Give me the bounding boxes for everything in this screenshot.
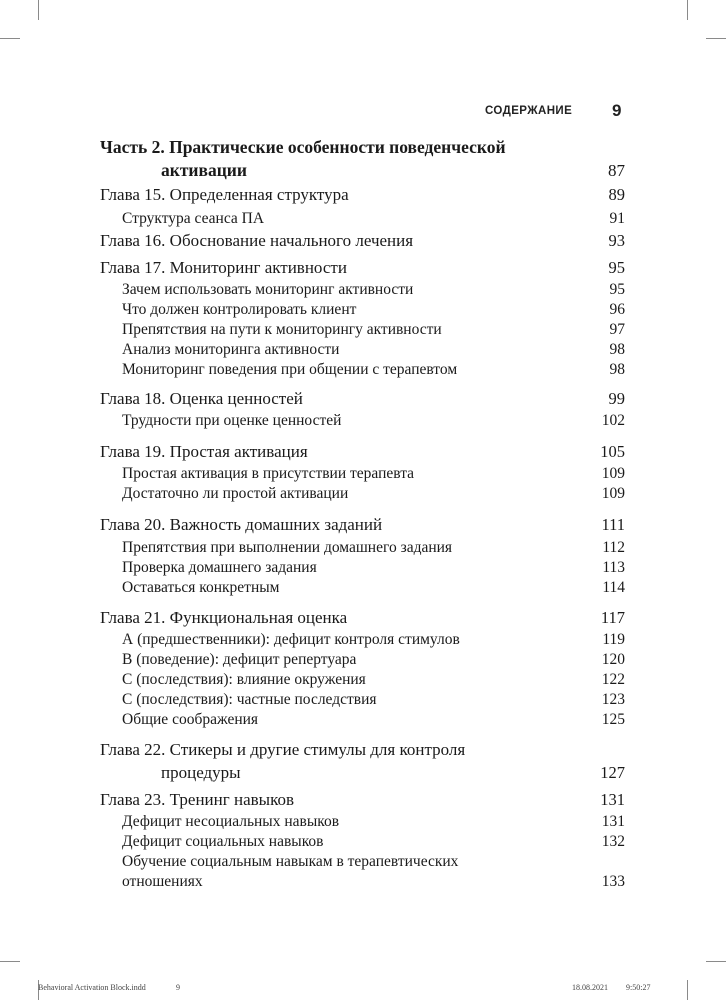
crop-mark	[0, 38, 20, 39]
toc-page-number: 114	[602, 579, 625, 596]
footer-time: 9:50:27	[626, 983, 651, 992]
footer-date: 18.08.2021	[572, 983, 608, 992]
toc-page-number: 132	[601, 833, 625, 850]
toc-title-line: Общие соображения	[122, 711, 259, 728]
toc-entry-title	[100, 788, 520, 811]
toc-title-line: Глава 19. Простая активация	[100, 442, 308, 461]
toc-entry-title	[100, 136, 520, 182]
crop-mark	[38, 0, 39, 20]
toc-page-number: 93	[608, 231, 625, 250]
toc-page-number: 117	[600, 608, 625, 627]
toc-page-number: 98	[609, 361, 625, 378]
toc-page-number: 112	[602, 539, 625, 556]
toc-title-line: Глава 22. Стикеры и другие стимулы для контроля	[100, 740, 466, 759]
toc-entry-title	[122, 280, 542, 300]
toc-page-number: 122	[601, 671, 625, 688]
running-head: СОДЕРЖАНИЕ	[485, 105, 573, 117]
toc-title-line: Проверка домашнего задания	[122, 559, 317, 576]
toc-title-line: Глава 16. Обоснование начального лечения	[100, 231, 414, 250]
toc-entry-title	[122, 320, 542, 340]
toc-entry-title	[122, 360, 542, 380]
toc-title-line: Глава 23. Тренинг навыков	[100, 790, 294, 809]
toc-page-number: 127	[600, 763, 625, 782]
toc-entry-title	[122, 300, 542, 320]
crop-mark	[706, 961, 726, 962]
toc-entry-title	[122, 340, 542, 360]
toc-title-line: Препятствия на пути к мониторингу активности	[122, 321, 442, 338]
toc-title-line: процедуры	[161, 763, 241, 782]
toc-entry-title	[100, 256, 520, 279]
toc-title-line: Что должен контролировать клиент	[122, 301, 357, 318]
toc-title-line: Глава 18. Оценка ценностей	[100, 389, 303, 408]
toc-title-line: С (последствия): частные последствия	[122, 691, 377, 708]
toc-page-number: 95	[609, 281, 625, 298]
toc-title-line: Дефицит социальных навыков	[122, 833, 324, 850]
toc-page-number: 133	[601, 872, 625, 890]
toc-page-number: 119	[602, 631, 625, 648]
toc-page-number: 120	[601, 651, 625, 668]
toc-page-number: 99	[608, 389, 625, 408]
toc-entry-title	[100, 387, 520, 410]
toc-title-line: Зачем использовать мониторинг активности	[122, 281, 414, 298]
crop-mark	[706, 38, 726, 39]
toc-page-number: 87	[608, 161, 625, 180]
toc-page-number: 111	[601, 515, 625, 534]
crop-mark	[687, 0, 688, 20]
toc-title-line: Простая активация в присутствии терапевта	[122, 465, 415, 482]
toc-title-line: Глава 17. Мониторинг активности	[100, 258, 347, 277]
toc-title-line: А (предшественники): дефицит контроля стимулов	[122, 631, 460, 648]
toc-entry-title	[100, 183, 520, 206]
toc-page-number: 109	[601, 465, 625, 482]
toc-page-number: 95	[608, 258, 625, 277]
footer-file-page: 9	[176, 983, 180, 992]
toc-page-number: 131	[601, 813, 625, 830]
toc-title-line: Мониторинг поведения при общении с терапевтом	[122, 361, 458, 378]
toc-page-number: 96	[609, 301, 625, 318]
toc-entry-title	[100, 229, 520, 252]
toc-page-number: 131	[600, 790, 625, 809]
toc-entry-title	[122, 832, 542, 852]
toc-page-number: 105	[600, 442, 625, 461]
toc-entry-title	[100, 440, 520, 463]
toc-entry-title	[122, 558, 542, 578]
crop-mark	[0, 961, 20, 962]
toc-title-line: Структура сеанса ПА	[122, 210, 265, 227]
toc-title-line: Часть 2. Практические особенности поведенческой	[100, 137, 506, 157]
toc-page-number: 89	[608, 185, 625, 204]
toc-entry-title	[122, 710, 542, 730]
toc-page-number: 91	[609, 210, 625, 227]
toc-title-line: Препятствия при выполнении домашнего задания	[122, 539, 453, 556]
toc-title-line: Трудности при оценке ценностей	[122, 412, 342, 429]
toc-title-line: В (поведение): дефицит репертуара	[122, 651, 357, 668]
toc-entry-title	[100, 606, 520, 629]
toc-title-line: Дефицит несоциальных навыков	[122, 813, 340, 830]
toc-entry-title	[122, 630, 542, 650]
toc-page-number: 97	[609, 321, 625, 338]
toc-entry-title	[122, 538, 542, 558]
toc-title-line: С (последствия): влияние окружения	[122, 671, 366, 688]
toc-title-line: Анализ мониторинга активности	[122, 341, 340, 358]
toc-entry-title	[122, 209, 542, 229]
page-number: 9	[612, 101, 622, 120]
toc-page-number: 123	[601, 691, 625, 708]
toc-title-line: Глава 15. Определенная структура	[100, 185, 349, 204]
toc-page-number: 109	[601, 485, 625, 502]
toc-page-number: 113	[602, 559, 625, 576]
footer-slug	[38, 983, 688, 995]
toc-title-line: активации	[161, 160, 247, 180]
toc-title-line: Оставаться конкретным	[122, 579, 280, 596]
toc-title-line: Достаточно ли простой активации	[122, 485, 349, 502]
toc-entry-title	[122, 411, 542, 431]
toc-page-number: 102	[601, 412, 625, 429]
toc-title-line: Глава 20. Важность домашних заданий	[100, 515, 383, 534]
toc-entry-title	[122, 484, 542, 504]
toc-title-line: отношениях	[122, 872, 203, 890]
toc-entry-title	[122, 464, 542, 484]
toc-entry-title	[122, 812, 542, 832]
toc-entry-title	[122, 690, 542, 710]
toc-title-line: Глава 21. Функциональная оценка	[100, 608, 348, 627]
toc-page-number: 98	[609, 341, 625, 358]
footer-file-name: Behavioral Activation Block.indd	[38, 983, 146, 992]
toc-entry-title	[122, 670, 542, 690]
toc-entry-title	[122, 650, 542, 670]
toc-entry-title	[122, 578, 542, 598]
toc-entry-title	[100, 738, 520, 784]
toc-entry-title	[100, 513, 520, 536]
toc-entry-title	[122, 852, 542, 892]
toc-title-line: Обучение социальным навыкам в терапевтических	[122, 853, 459, 870]
toc-page-number: 125	[601, 711, 625, 728]
